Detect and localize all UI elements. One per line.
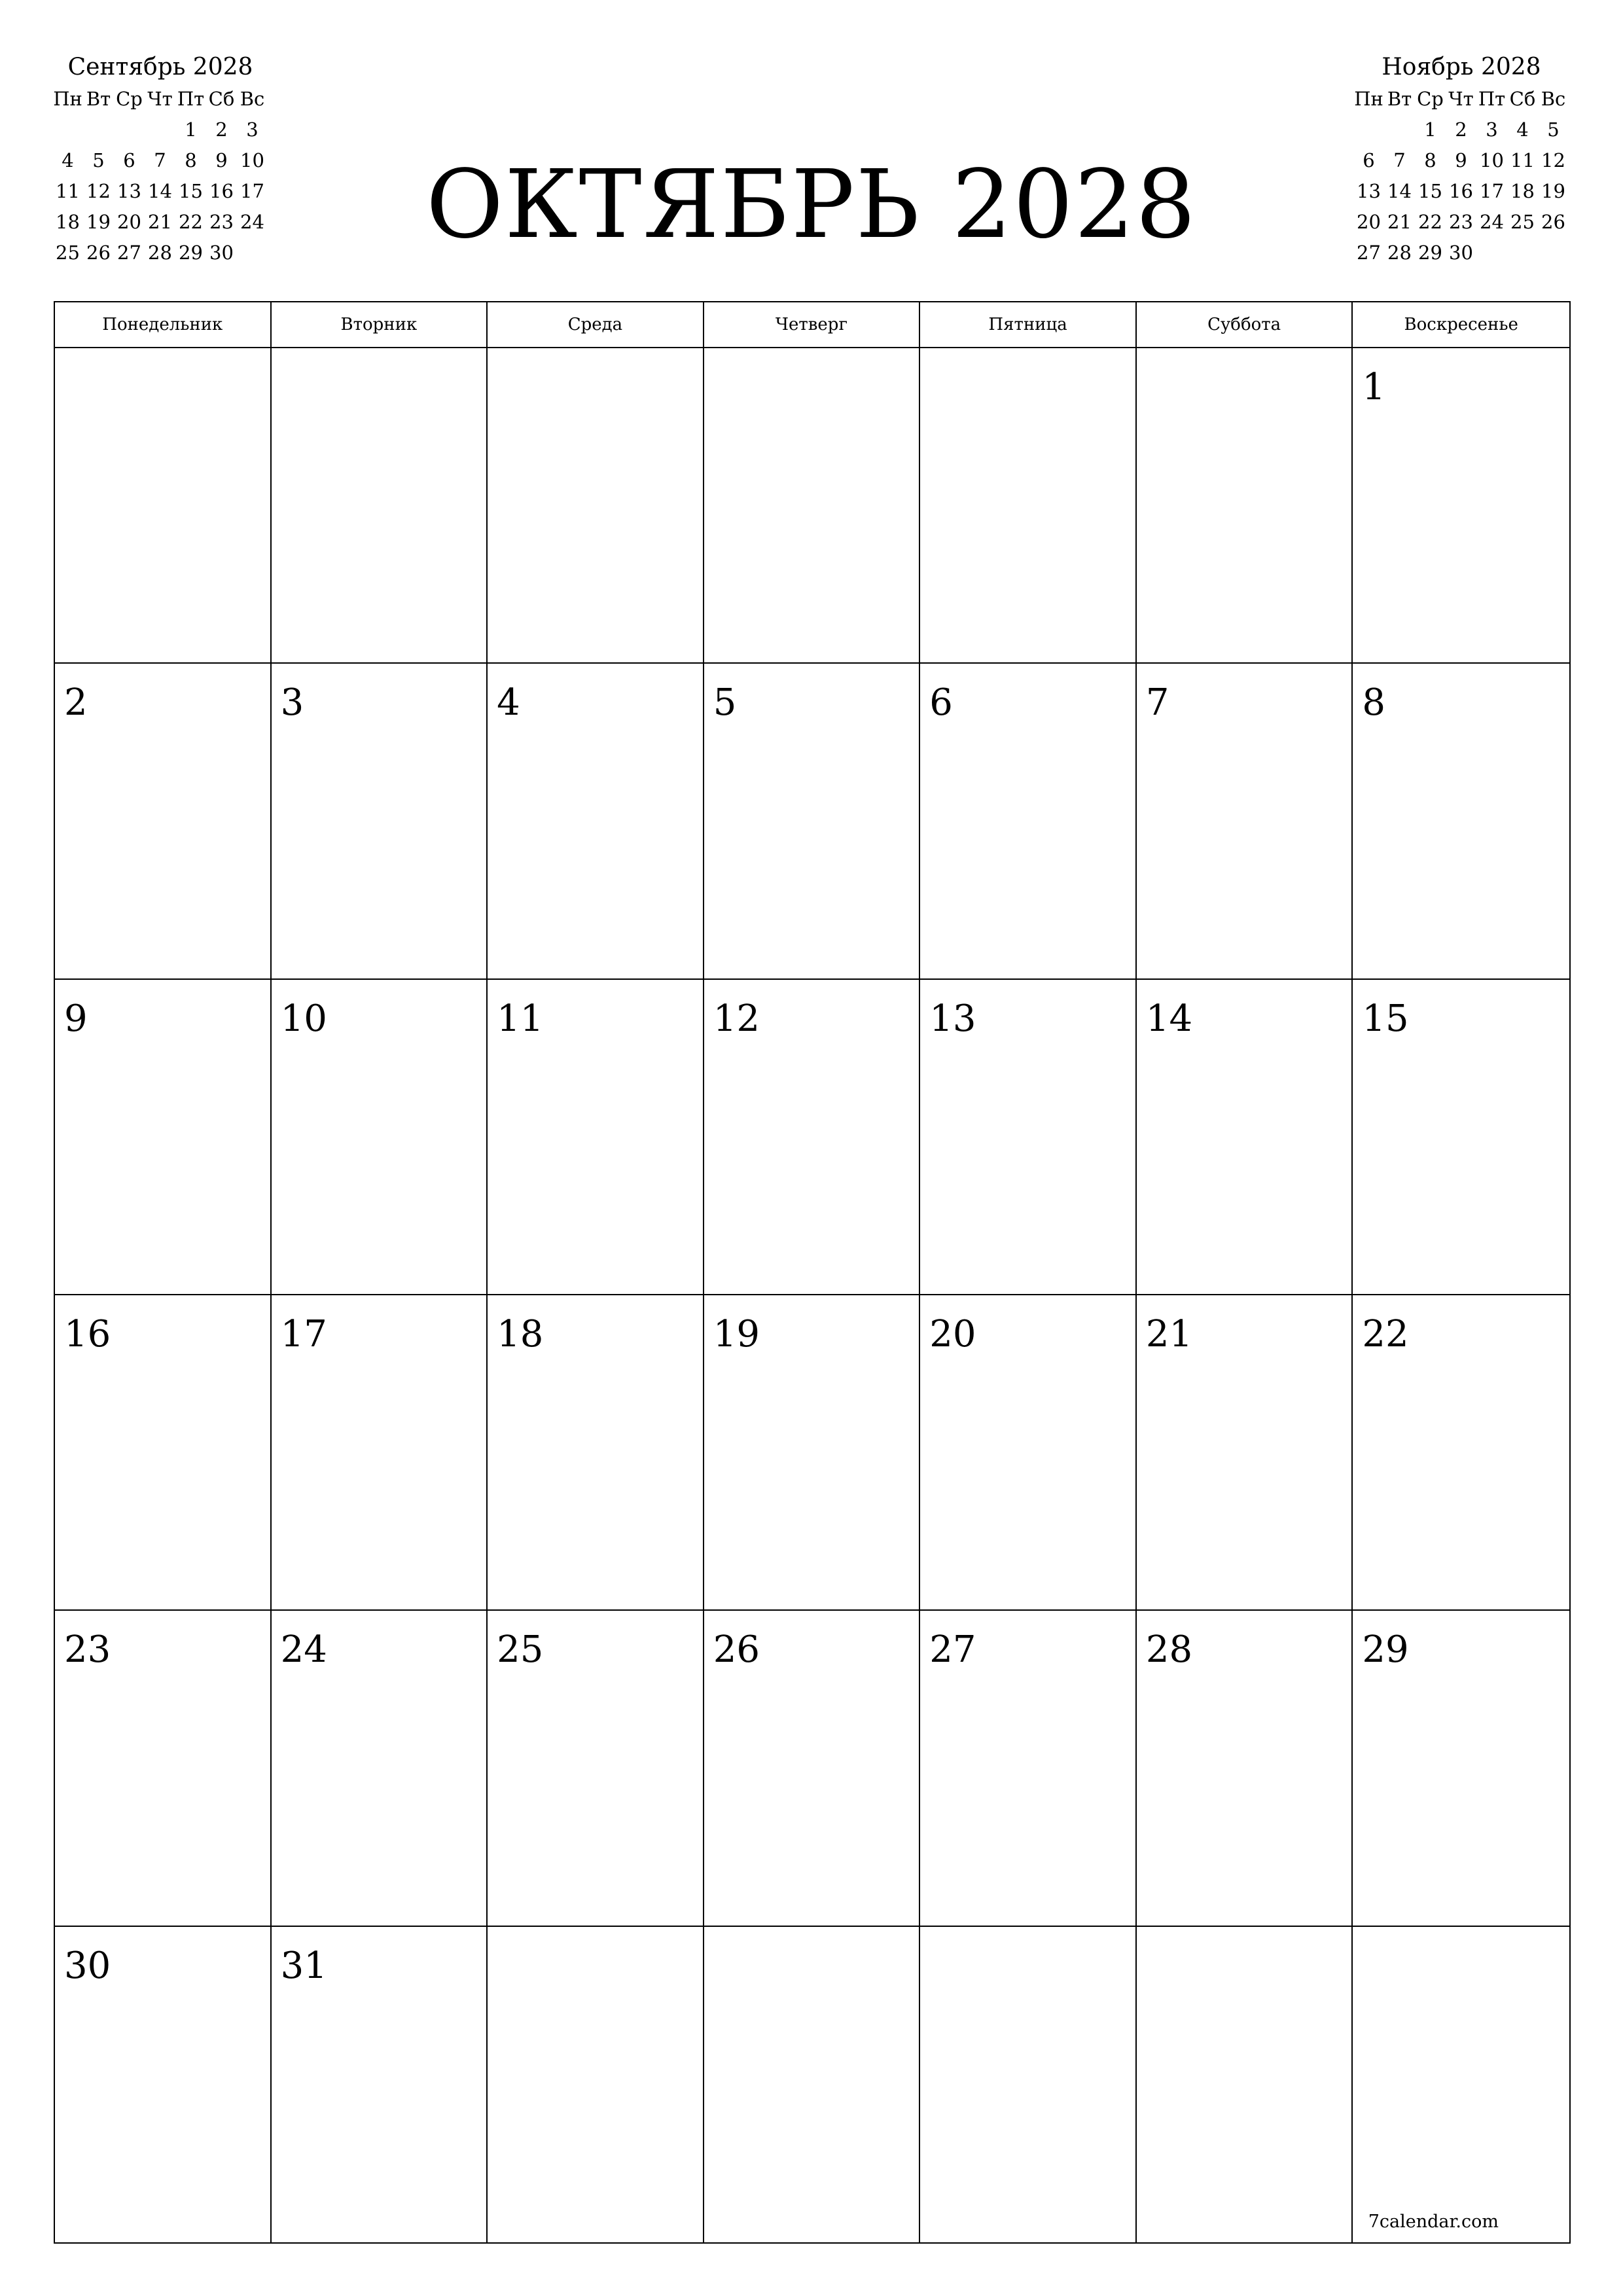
day-cell bbox=[1137, 1927, 1353, 2242]
mini-calendar-november bbox=[1353, 51, 1569, 268]
mini-day: 4 bbox=[1516, 118, 1529, 141]
mini-day: 27 bbox=[117, 242, 141, 264]
day-number: 14 bbox=[1145, 997, 1193, 1040]
day-number: 9 bbox=[64, 997, 88, 1040]
day-cell bbox=[55, 1927, 272, 2242]
day-number: 12 bbox=[713, 997, 760, 1040]
mini-day: 28 bbox=[1387, 242, 1412, 264]
footer-watermark: 7calendar.com bbox=[1368, 2212, 1499, 2232]
mini-day: 21 bbox=[148, 211, 172, 233]
mini-day: 23 bbox=[209, 211, 234, 233]
mini-day: 5 bbox=[1547, 118, 1560, 141]
day-cell bbox=[920, 1927, 1137, 2242]
day-number: 2 bbox=[64, 681, 88, 725]
day-number: 10 bbox=[280, 997, 327, 1040]
mini-day: 1 bbox=[1424, 118, 1436, 141]
mini-day: 29 bbox=[1418, 242, 1442, 264]
day-cell bbox=[704, 980, 921, 1295]
day-cell bbox=[920, 1295, 1137, 1611]
day-number: 31 bbox=[280, 1944, 327, 1987]
mini-day: 20 bbox=[117, 211, 141, 233]
mini-weekday: Вт bbox=[86, 88, 111, 110]
day-cell bbox=[704, 1295, 921, 1611]
mini-day: 23 bbox=[1449, 211, 1473, 233]
day-cell bbox=[488, 980, 704, 1295]
weekday-header: Понедельник bbox=[55, 302, 272, 348]
mini-day: 18 bbox=[1510, 180, 1535, 202]
day-number: 27 bbox=[929, 1628, 976, 1672]
day-cell bbox=[272, 664, 488, 979]
mini-weekday: Сб bbox=[208, 88, 235, 110]
mini-day: 29 bbox=[179, 242, 203, 264]
day-cell bbox=[1137, 980, 1353, 1295]
mini-day: 17 bbox=[240, 180, 264, 202]
mini-day: 25 bbox=[1510, 211, 1535, 233]
weekday-header: Пятница bbox=[920, 302, 1137, 348]
mini-day: 14 bbox=[1387, 180, 1412, 202]
day-number: 11 bbox=[497, 997, 544, 1040]
day-cell bbox=[272, 348, 488, 664]
day-cell bbox=[1353, 664, 1569, 979]
mini-day: 28 bbox=[148, 242, 172, 264]
day-number: 25 bbox=[497, 1628, 544, 1672]
mini-day: 8 bbox=[1424, 149, 1436, 171]
mini-day: 17 bbox=[1480, 180, 1504, 202]
mini-day bbox=[1538, 238, 1569, 268]
day-cell bbox=[55, 348, 272, 664]
day-number: 26 bbox=[713, 1628, 760, 1672]
day-number: 30 bbox=[64, 1944, 111, 1987]
mini-weekday: Вс bbox=[1541, 88, 1566, 110]
mini-day: 16 bbox=[209, 180, 234, 202]
day-cell bbox=[1137, 1611, 1353, 1926]
mini-calendar-title: Ноябрь 2028 bbox=[1382, 54, 1541, 81]
mini-day bbox=[1384, 115, 1415, 145]
day-cell bbox=[1137, 1295, 1353, 1611]
day-cell bbox=[1137, 664, 1353, 979]
day-number: 20 bbox=[929, 1313, 976, 1355]
day-cell bbox=[1353, 348, 1569, 664]
mini-day: 21 bbox=[1387, 211, 1412, 233]
mini-day: 27 bbox=[1357, 242, 1381, 264]
day-cell bbox=[488, 1927, 704, 2242]
day-cell bbox=[920, 980, 1137, 1295]
page-title: ОКТЯБРЬ 2028 bbox=[426, 149, 1197, 259]
mini-day bbox=[1507, 238, 1538, 268]
day-cell bbox=[920, 1611, 1137, 1926]
mini-day: 10 bbox=[1480, 149, 1504, 171]
day-number: 18 bbox=[497, 1313, 544, 1355]
day-number: 8 bbox=[1362, 681, 1386, 725]
mini-day: 30 bbox=[209, 242, 234, 264]
day-number: 23 bbox=[64, 1628, 111, 1672]
day-number: 6 bbox=[929, 681, 953, 725]
mini-day: 26 bbox=[86, 242, 111, 264]
day-cell bbox=[704, 348, 921, 664]
mini-day: 2 bbox=[215, 118, 228, 141]
mini-weekday: Вт bbox=[1387, 88, 1412, 110]
day-cell bbox=[920, 664, 1137, 979]
mini-day bbox=[83, 115, 114, 145]
day-cell bbox=[1353, 1295, 1569, 1611]
day-cell bbox=[272, 1611, 488, 1926]
mini-day: 15 bbox=[179, 180, 203, 202]
day-cell bbox=[1353, 980, 1569, 1295]
mini-day: 7 bbox=[154, 149, 166, 171]
mini-day: 3 bbox=[246, 118, 259, 141]
day-cell bbox=[704, 1611, 921, 1926]
weekday-header: Суббота bbox=[1137, 302, 1353, 348]
mini-day: 8 bbox=[185, 149, 197, 171]
mini-weekday: Пт bbox=[1478, 88, 1506, 110]
mini-day: 19 bbox=[86, 211, 111, 233]
day-cell bbox=[488, 664, 704, 979]
mini-day: 15 bbox=[1418, 180, 1442, 202]
mini-day: 25 bbox=[56, 242, 80, 264]
mini-weekday: Чт bbox=[1448, 88, 1474, 110]
day-number: 19 bbox=[713, 1313, 760, 1355]
mini-day: 1 bbox=[185, 118, 197, 141]
mini-day: 2 bbox=[1455, 118, 1467, 141]
day-cell bbox=[55, 1611, 272, 1926]
day-cell bbox=[1353, 1927, 1569, 2242]
mini-day: 3 bbox=[1486, 118, 1498, 141]
weekday-header: Среда bbox=[488, 302, 704, 348]
day-cell bbox=[488, 348, 704, 664]
mini-day: 12 bbox=[1541, 149, 1565, 171]
mini-weekday: Пт bbox=[177, 88, 205, 110]
day-cell bbox=[55, 980, 272, 1295]
mini-day: 6 bbox=[123, 149, 135, 171]
mini-calendar-title: Сентябрь 2028 bbox=[67, 54, 253, 81]
mini-day: 11 bbox=[56, 180, 80, 202]
day-number: 15 bbox=[1362, 997, 1409, 1040]
day-cell bbox=[272, 1295, 488, 1611]
day-cell bbox=[55, 664, 272, 979]
day-number: 1 bbox=[1362, 366, 1386, 408]
mini-day: 4 bbox=[62, 149, 74, 171]
mini-weekday: Ср bbox=[1417, 88, 1444, 110]
weekday-header: Вторник bbox=[272, 302, 488, 348]
mini-weekday: Пн bbox=[1354, 88, 1383, 110]
day-number: 24 bbox=[280, 1628, 327, 1672]
day-number: 22 bbox=[1362, 1313, 1409, 1355]
day-number: 17 bbox=[280, 1313, 327, 1355]
month-grid bbox=[54, 301, 1571, 2244]
day-cell bbox=[920, 348, 1137, 664]
mini-weekday: Чт bbox=[147, 88, 173, 110]
mini-day: 7 bbox=[1393, 149, 1406, 171]
day-number: 28 bbox=[1145, 1628, 1193, 1672]
mini-day: 13 bbox=[117, 180, 141, 202]
day-cell bbox=[55, 1295, 272, 1611]
mini-day bbox=[1476, 238, 1507, 268]
mini-day bbox=[1353, 115, 1384, 145]
mini-day: 10 bbox=[240, 149, 264, 171]
mini-day: 22 bbox=[1418, 211, 1442, 233]
mini-weekday: Пн bbox=[53, 88, 82, 110]
day-number: 5 bbox=[713, 681, 737, 725]
day-cell bbox=[272, 980, 488, 1295]
mini-day: 24 bbox=[1480, 211, 1504, 233]
mini-weekday: Ср bbox=[116, 88, 143, 110]
weekday-header: Воскресенье bbox=[1353, 302, 1569, 348]
mini-day: 26 bbox=[1541, 211, 1565, 233]
day-number: 16 bbox=[64, 1313, 111, 1355]
day-number: 4 bbox=[497, 681, 520, 725]
day-number: 3 bbox=[280, 681, 304, 725]
mini-day: 19 bbox=[1541, 180, 1565, 202]
mini-day: 30 bbox=[1449, 242, 1473, 264]
mini-day: 6 bbox=[1363, 149, 1375, 171]
mini-day: 9 bbox=[215, 149, 228, 171]
mini-day bbox=[114, 115, 145, 145]
mini-weekday: Сб bbox=[1509, 88, 1536, 110]
mini-day: 14 bbox=[148, 180, 172, 202]
day-number: 7 bbox=[1145, 681, 1169, 725]
mini-calendar-grid bbox=[1353, 84, 1569, 268]
weekday-header: Четверг bbox=[704, 302, 921, 348]
mini-day: 20 bbox=[1357, 211, 1381, 233]
mini-day: 18 bbox=[56, 211, 80, 233]
day-cell bbox=[704, 664, 921, 979]
day-cell bbox=[488, 1295, 704, 1611]
mini-weekday: Вс bbox=[240, 88, 265, 110]
day-cell bbox=[272, 1927, 488, 2242]
mini-day bbox=[145, 115, 175, 145]
day-cell bbox=[704, 1927, 921, 2242]
day-number: 13 bbox=[929, 997, 976, 1040]
mini-day: 22 bbox=[179, 211, 203, 233]
mini-day: 9 bbox=[1455, 149, 1467, 171]
day-number: 21 bbox=[1145, 1313, 1193, 1355]
mini-day: 12 bbox=[86, 180, 111, 202]
day-cell bbox=[488, 1611, 704, 1926]
mini-day: 24 bbox=[240, 211, 264, 233]
day-cell bbox=[1137, 348, 1353, 664]
mini-day bbox=[52, 115, 83, 145]
mini-day: 13 bbox=[1357, 180, 1381, 202]
mini-day: 16 bbox=[1449, 180, 1473, 202]
mini-day: 11 bbox=[1510, 149, 1535, 171]
day-number: 29 bbox=[1362, 1628, 1409, 1672]
day-cell bbox=[1353, 1611, 1569, 1926]
mini-day: 5 bbox=[92, 149, 105, 171]
